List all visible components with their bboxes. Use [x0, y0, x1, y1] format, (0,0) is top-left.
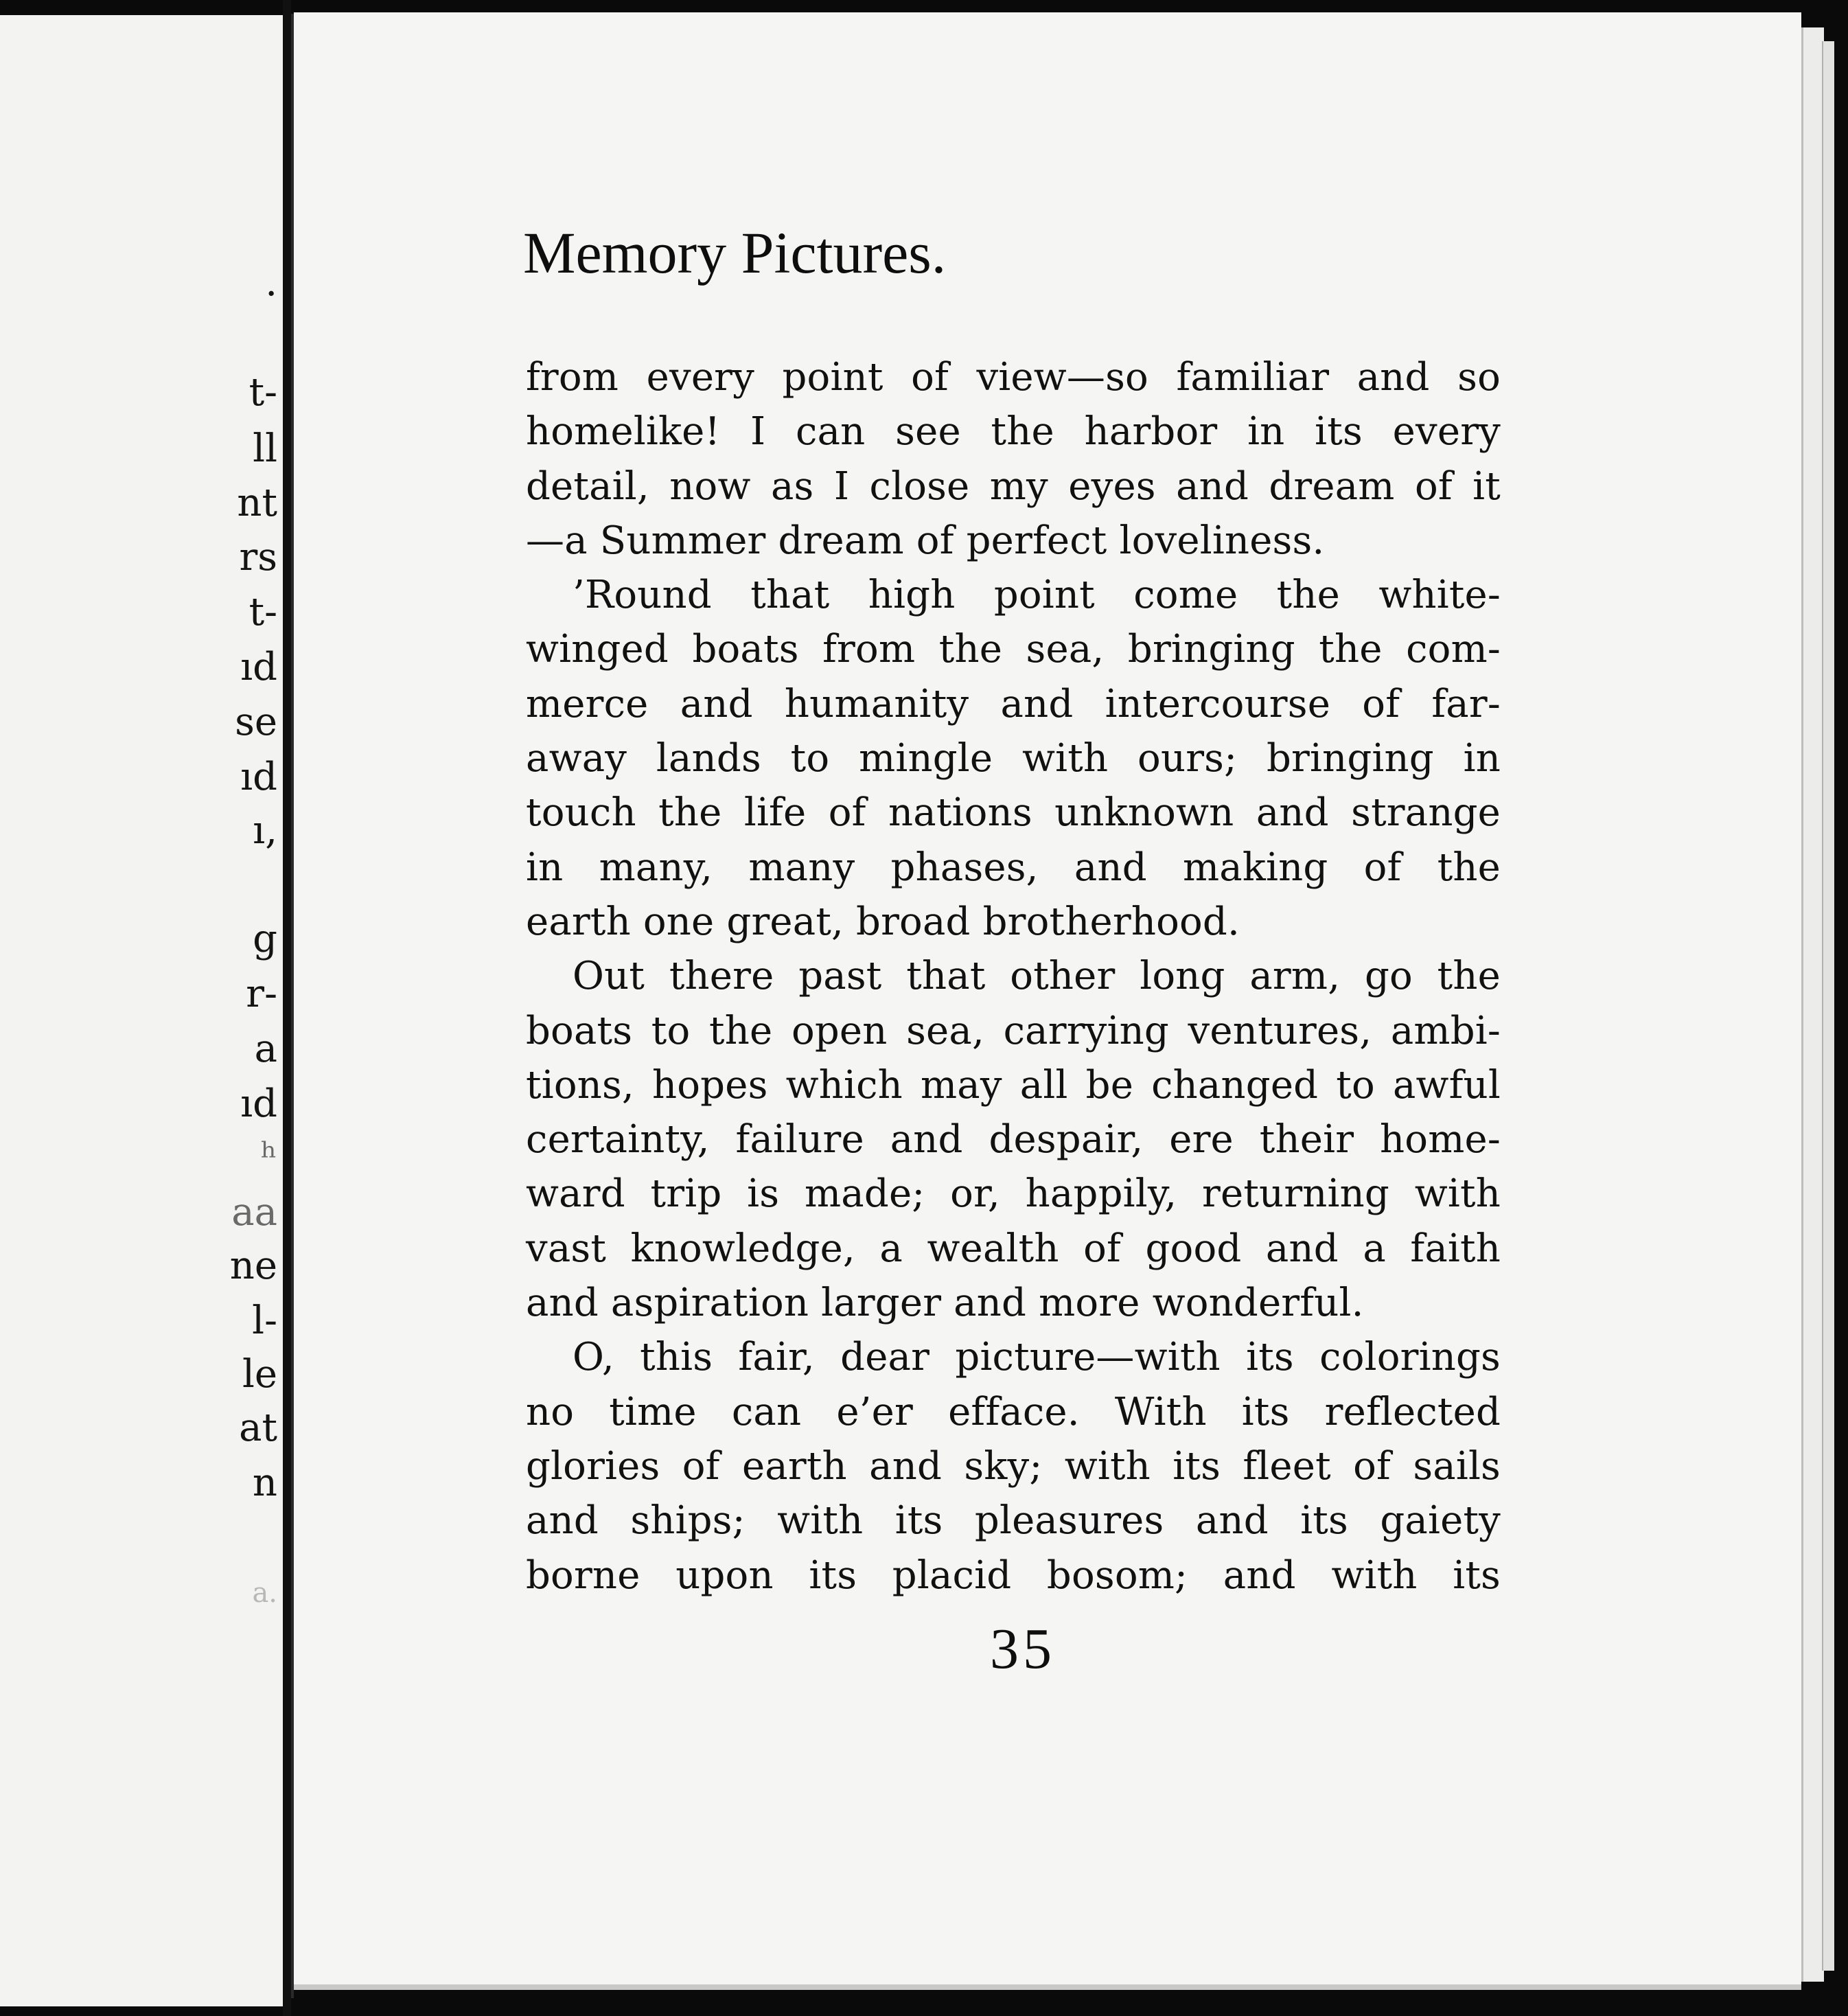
- page-number: 35: [990, 1617, 1056, 1681]
- fragment: .: [265, 260, 277, 305]
- fragment: n: [252, 1461, 277, 1505]
- text-line: away lands to mingle with ours; bringing in: [526, 736, 1501, 781]
- page-body-text: [526, 350, 1501, 1603]
- text-line: borne upon its placid bosom; and with its: [526, 1553, 1501, 1598]
- fragment: le: [242, 1352, 277, 1397]
- fragment: t-: [249, 590, 277, 634]
- book-gutter: [283, 0, 291, 2016]
- fragment: a: [254, 1027, 277, 1071]
- fragment: ıd: [240, 645, 277, 689]
- text-line: and ships; with its pleasures and its gaiety: [526, 1498, 1501, 1544]
- fragment: ne: [229, 1244, 277, 1288]
- text-line: certainty, failure and despair, ere their home-: [526, 1117, 1501, 1162]
- fragment: aa: [231, 1190, 277, 1235]
- fragment: ıd: [240, 755, 277, 799]
- text-line: and aspiration larger and more wonderful.: [526, 1281, 1364, 1326]
- fragment: nt: [237, 481, 277, 525]
- previous-page-text-fragments: [0, 15, 283, 2006]
- text-line: ’Round that high point come the white-: [573, 573, 1501, 618]
- fragment: ʰ: [260, 1135, 277, 1180]
- page-bottom-edge: [294, 1984, 1801, 1990]
- fragment: r-: [246, 972, 277, 1016]
- text-line: ward trip is made; or, happily, returning with: [526, 1171, 1501, 1217]
- text-line: from every point of view—so familiar and so: [526, 355, 1501, 400]
- fragment: se: [235, 700, 277, 744]
- fragment: rs: [239, 535, 277, 580]
- page-stack-edge: [1822, 41, 1834, 1971]
- text-line: O, this fair, dear picture—with its colorings: [573, 1335, 1501, 1380]
- text-line: —a Summer dream of perfect loveliness.: [526, 518, 1325, 563]
- fragment: ıd: [240, 1081, 277, 1126]
- text-line: in many, many phases, and making of the: [526, 845, 1501, 890]
- text-line: vast knowledge, a wealth of good and a faith: [526, 1226, 1501, 1271]
- fragment: l-: [252, 1298, 277, 1343]
- fragment: a.: [252, 1577, 277, 1609]
- text-line: Out there past that other long arm, go the: [573, 954, 1501, 999]
- text-line: detail, now as I close my eyes and dream of it: [526, 463, 1501, 509]
- fragment: ll: [253, 426, 277, 471]
- text-line: earth one great, broad brotherhood.: [526, 899, 1240, 944]
- text-line: boats to the open sea, carrying ventures, ambi-: [526, 1008, 1501, 1053]
- text-line: touch the life of nations unknown and strange: [526, 790, 1501, 836]
- previous-page-edge: [0, 15, 283, 2006]
- text-line: winged boats from the sea, bringing the com-: [526, 627, 1501, 672]
- text-line: no time can e’er efface. With its reflected: [526, 1389, 1501, 1434]
- fragment: at: [239, 1406, 277, 1450]
- text-line: merce and humanity and intercourse of far-: [526, 681, 1501, 726]
- fragment: t-: [249, 370, 277, 415]
- fragment: g: [253, 917, 277, 961]
- running-head: Memory Pictures.: [523, 220, 947, 286]
- text-line: homelike! I can see the harbor in its every: [526, 409, 1501, 455]
- text-line: glories of earth and sky; with its fleet of sails: [526, 1443, 1501, 1489]
- text-line: tions, hopes which may all be changed to awful: [526, 1062, 1501, 1108]
- fragment: ı,: [253, 808, 277, 853]
- page-stack-edge: [1801, 27, 1824, 1982]
